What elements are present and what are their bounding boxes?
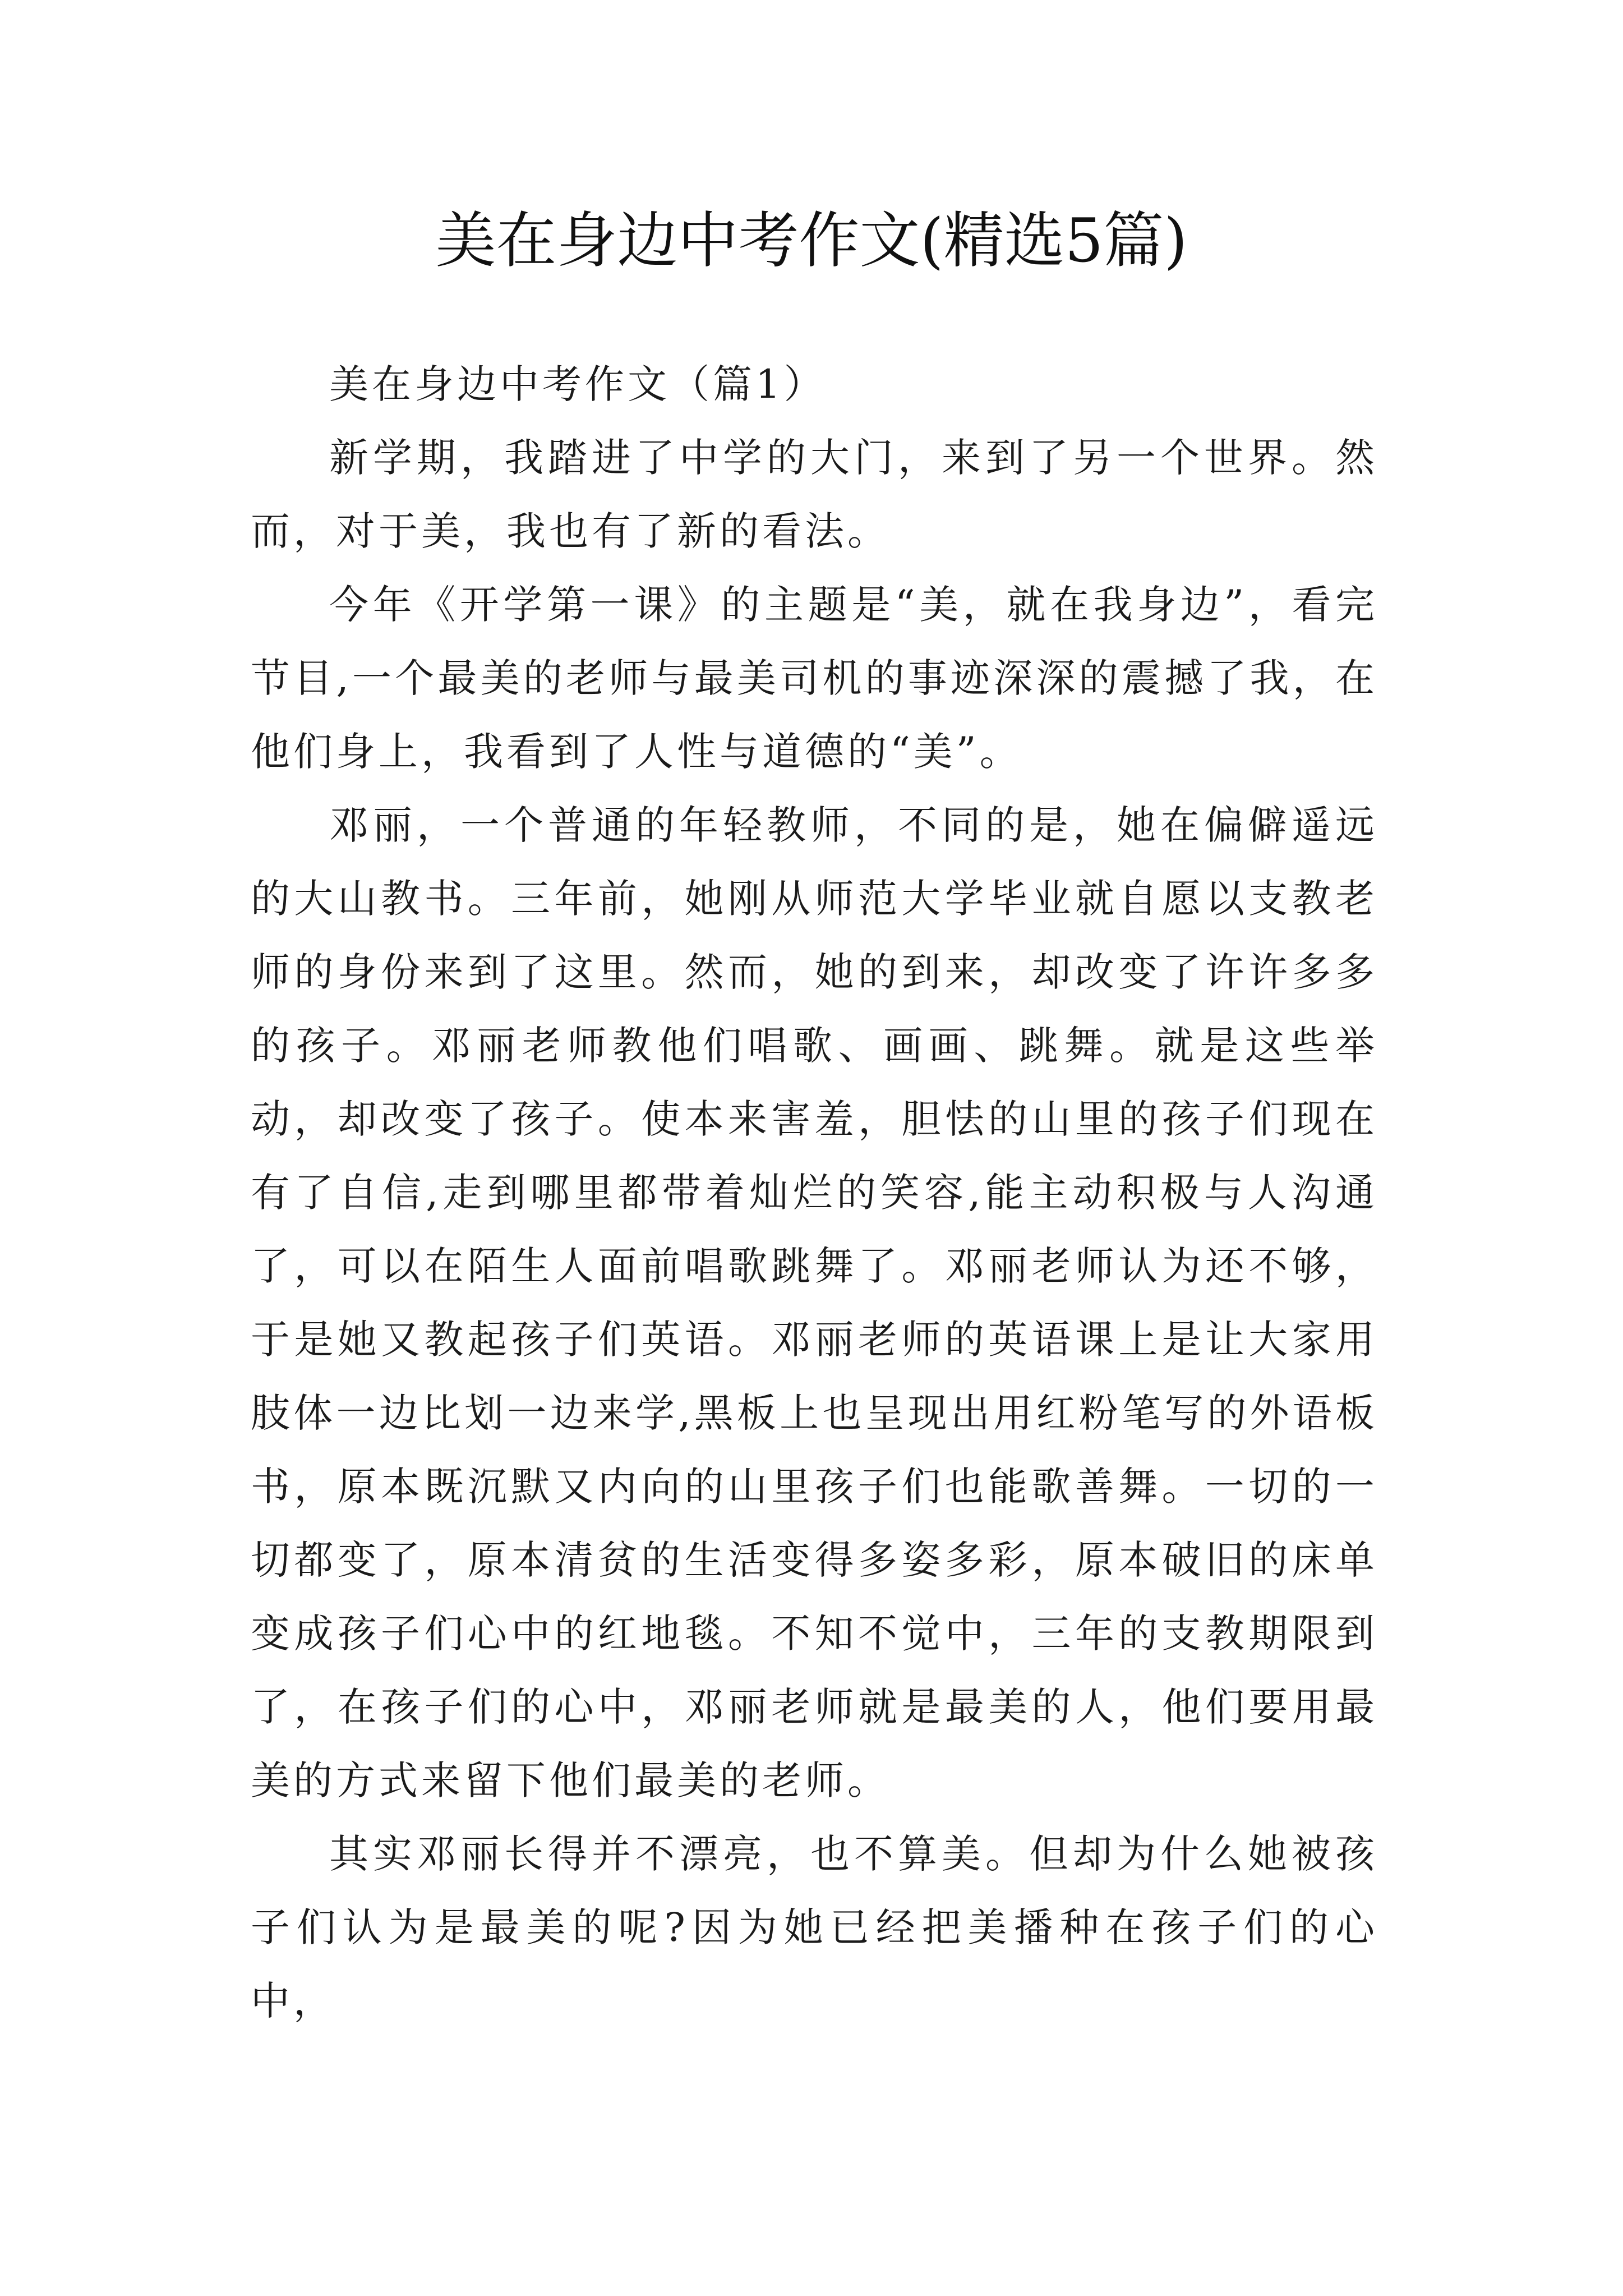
paragraph: 其实邓丽长得并不漂亮，也不算美。但却为什么她被孩子们认为是最美的呢?因为她已经把美播种在孩子们的心中， [251, 1831, 1378, 2024]
paragraph: 新学期，我踏进了中学的大门，来到了另一个世界。然而，对于美，我也有了新的看法。 [251, 435, 1378, 554]
document-body [251, 348, 1378, 2038]
paragraph: 邓丽，一个普通的年轻教师，不同的是，她在偏僻遥远的大山教书。三年前，她刚从师范大学毕业就自愿以支教老师的身份来到了这里。然而，她的到来，却改变了许许多多的孩子。邓丽老师教他们唱歌、画画、跳舞。就是这些举动，却改变了孩子。使本来害羞，胆怯的山里的孩子们现在有了自信,走到哪里都带着灿烂的笑容,能主动积极与人沟通了，可以在陌生人面前唱歌跳舞了。邓丽老师认为还不够，于是她又教起孩子们英语。邓丽老师的英语课上是让大家用肢体一边比划一边来学,黑板上也呈现出用红粉笔写的外语板书，原本既沉默又内向的山里孩子们也能歌善舞。一切的一切都变了，原本清贫的生活变得多姿多彩，原本破旧的床单变成孩子们心中的红地毯。不知不觉中，三年的支教期限到了，在孩子们的心中，邓丽老师就是最美的人，他们要用最美的方式来留下他们最美的老师。 [251, 802, 1378, 1803]
document-title: 美在身边中考作文(精选5篇) [435, 206, 1188, 276]
paragraph: 今年《开学第一课》的主题是“美，就在我身边”，看完节目,一个最美的老师与最美司机的事迹深深的震撼了我，在他们身上，我看到了人性与道德的“美”。 [251, 582, 1378, 775]
section-heading: 美在身边中考作文（篇1） [329, 361, 827, 407]
